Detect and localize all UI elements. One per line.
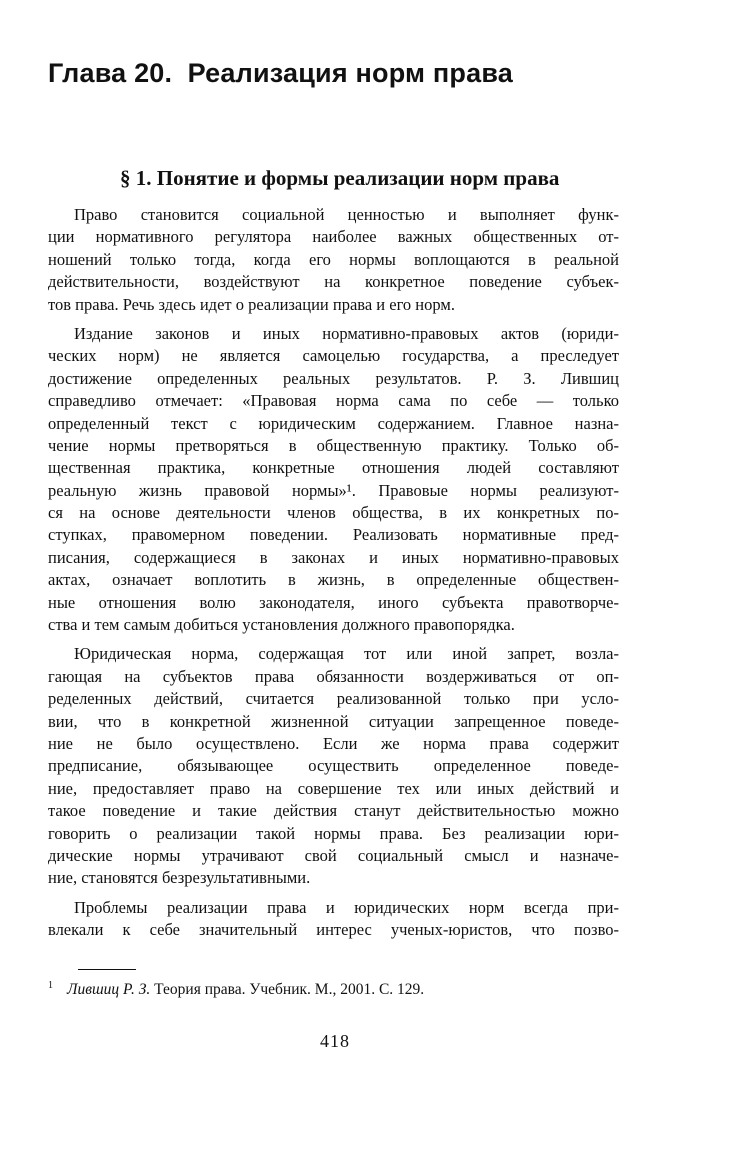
- footnote-mark: 1: [48, 979, 53, 991]
- text-line: действительности, воздействуют на конкретное поведение субъек-: [48, 272, 619, 292]
- text-line: писания, содержащиеся в законах и иных нормативно-правовых: [48, 547, 619, 567]
- text-line: такое поведение и такие действия станут действительностью можно: [48, 801, 619, 821]
- text-line: достижение определенных реальных результатов. Р. З. Лившиц: [48, 368, 619, 388]
- text-line: определенный текст с юридическим содержанием. Главное назна-: [48, 413, 619, 433]
- text-line: ние не было осуществлено. Если же норма права содержит: [48, 733, 619, 753]
- text-line: вии, что в конкретной жизненной ситуации запрещенное поведе-: [48, 711, 619, 731]
- text-line: ные отношения волю законодателя, иного субъекта правотворче-: [48, 592, 619, 612]
- text-line: гающая на субъектов права обязанности воздерживаться от оп-: [48, 666, 619, 686]
- paragraph: [48, 323, 619, 636]
- paragraph: [48, 204, 619, 316]
- chapter-title: Реализация норм права: [187, 58, 513, 88]
- text-line: ся на основе деятельности членов общества, в их конкретных по-: [48, 503, 619, 523]
- text-line: Издание законов и иных нормативно-правовых актов (юриди-: [74, 323, 619, 343]
- page-number: 418: [320, 1031, 350, 1051]
- text-line: ние, предоставляет право на совершение тех или иных действий и: [48, 778, 619, 798]
- section-heading: § 1. Понятие и формы реализации норм права: [120, 166, 560, 190]
- footnote-divider: [78, 969, 136, 970]
- footnote-text: Теория права. Учебник. М., 2001. С. 129.: [150, 981, 425, 998]
- text-line: ние, становятся безрезультативными.: [48, 868, 311, 888]
- chapter-heading: [48, 56, 513, 90]
- paragraph: [48, 897, 619, 942]
- text-line: Проблемы реализации права и юридических норм всегда при-: [74, 897, 619, 917]
- text-line: Право становится социальной ценностью и выполняет функ-: [74, 205, 619, 224]
- paragraph: [48, 643, 619, 889]
- text-line: ческих норм) не является самоцелью государства, а преследует: [48, 346, 619, 366]
- body-text: [48, 204, 619, 949]
- text-line: ределенных действий, считается реализованной только при усло-: [48, 689, 619, 709]
- text-line: справедливо отмечает: «Правовая норма сама по себе — только: [48, 391, 619, 411]
- text-line: чение нормы претворяться в общественную практику. Только об-: [48, 435, 619, 455]
- footnote: [48, 980, 619, 1000]
- text-line: Юридическая норма, содержащая тот или иной запрет, возла-: [74, 644, 619, 664]
- footnote-author: Лившиц Р. З.: [67, 981, 151, 998]
- text-line: влекали к себе значительный интерес ученых-юристов, что позво-: [48, 920, 619, 940]
- text-line: говорить о реализации такой нормы права. Без реализации юри-: [48, 823, 619, 843]
- text-line: ступках, правомерном поведении. Реализовать нормативные пред-: [48, 525, 619, 545]
- text-line: тов права. Речь здесь идет о реализации права и его норм.: [48, 294, 455, 314]
- text-line: актах, означает воплотить в жизнь, в определенные обществен-: [48, 570, 619, 590]
- text-line: щественная практика, конкретные отношения людей составляют: [48, 458, 619, 478]
- text-line: реальную жизнь правовой нормы»¹. Правовые нормы реализуют-: [48, 480, 619, 500]
- text-line: дические нормы утрачивают свой социальный смысл и назначе-: [48, 845, 619, 865]
- text-line: ства и тем самым добиться установления должного правопорядка.: [48, 615, 515, 635]
- text-line: предписание, обязывающее осуществить определенное поведе-: [48, 756, 619, 776]
- text-line: ции нормативного регулятора наиболее важных общественных от-: [48, 227, 619, 247]
- text-line: ношений только тогда, когда его нормы воплощаются в реальной: [48, 249, 619, 269]
- chapter-number: Глава 20.: [48, 58, 173, 88]
